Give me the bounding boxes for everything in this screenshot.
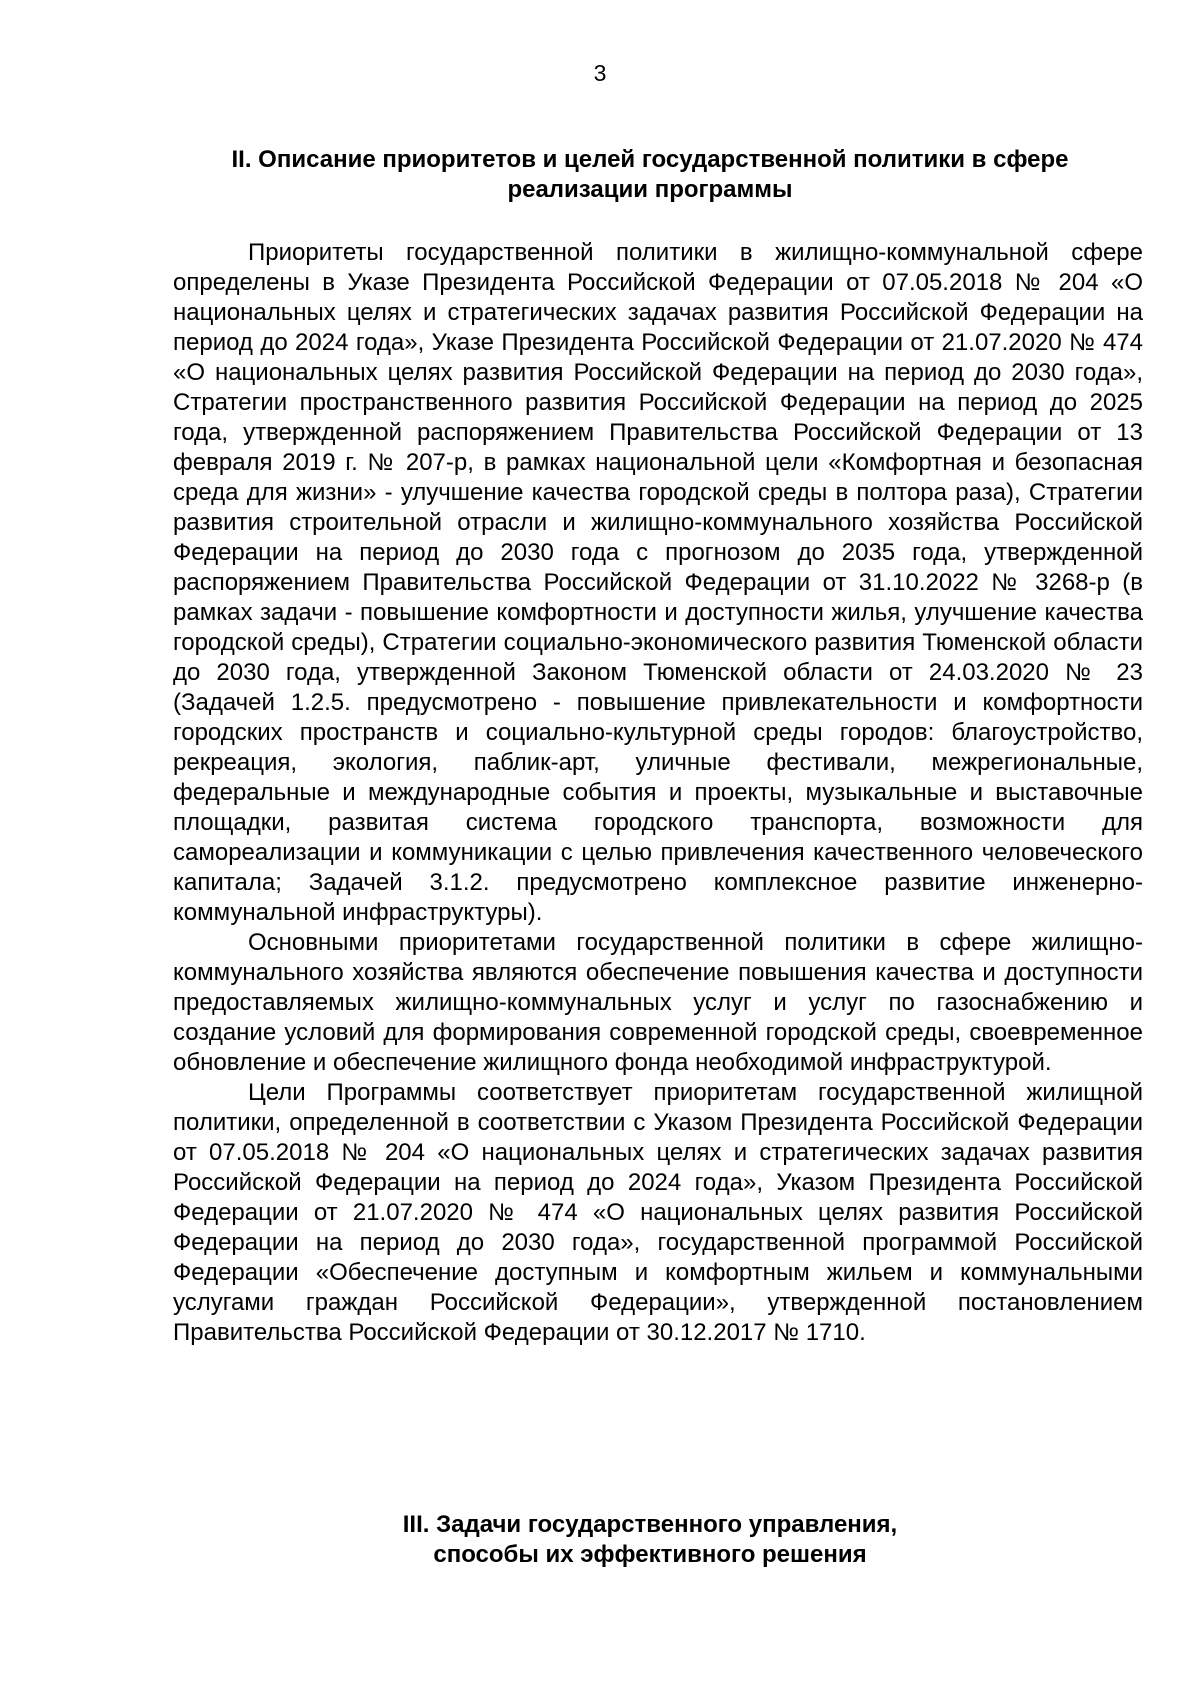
section-heading-2 <box>170 145 1130 205</box>
paragraph-program-goals: Цели Программы соответствует приоритетам государственной жилищной политики, определенной в соответствии с Указом Президента Российской Федерации от 07.05.2018 № 204 «О национальных целях и стратегических задачах развития Российской Федерации на период до 2024 года», Указом Президента Российской Федерации от 21.07.2020 № 474 «О национальных целях развития Российской Федерации на период до 2030 года», государственной программой Российской Федерации «Обеспечение доступным и комфортным жильем и коммунальными услугами граждан Российской Федерации», утвержденной постановлением Правительства Российской Федерации от 30.12.2017 № 1710. <box>173 1079 1143 1346</box>
section-heading-3-line-1: III. Задачи государственного управления, <box>402 1511 898 1538</box>
page-number: 3 <box>593 60 607 86</box>
section-heading-2-line-1: II. Описание приоритетов и целей государственной политики в сфере <box>231 146 1069 173</box>
section-heading-2-line-2: реализации программы <box>507 176 793 203</box>
section-heading-3-line-2: способы их эффективного решения <box>433 1541 867 1568</box>
paragraph-main-priorities: Основными приоритетами государственной политики в сфере жилищно-коммунального хозяйства являются обеспечение повышения качества и доступности предоставляемых жилищно-коммунальных услуг и услуг по газоснабжению и создание условий для формирования современной городской среды, своевременное обновление и обеспечение жилищного фонда необходимой инфраструктурой. <box>173 929 1143 1076</box>
section-heading-3 <box>170 1510 1130 1570</box>
section-2-body <box>173 238 1143 1348</box>
paragraph-priorities: Приоритеты государственной политики в жилищно-коммунальной сфере определены в Указе Президента Российской Федерации от 07.05.2018 № 204 «О национальных целях и стратегических задачах развития Российской Федерации на период до 2024 года», Указе Президента Российской Федерации от 21.07.2020 № 474 «О национальных целях развития Российской Федерации на период до 2030 года», Стратегии пространственного развития Российской Федерации на период до 2025 года, утвержденной распоряжением Правительства Российской Федерации от 13 февраля 2019 г. № 207-р, в рамках национальной цели «Комфортная и безопасная среда для жизни» - улучшение качества городской среды в полтора раза), Стратегии развития строительной отрасли и жилищно-коммунального хозяйства Российской Федерации на период до 2030 года с прогнозом до 2035 года, утвержденной распоряжением Правительства Российской Федерации от 31.10.2022 № 3268-р (в рамках задачи - повышение комфортности и доступности жилья, улучшение качества городской среды), Стратегии социально-экономического развития Тюменской области до 2030 года, утвержденной Законом Тюменской области от 24.03.2020 № 23 (Задачей 1.2.5. предусмотрено - повышение привлекательности и комфортности городских пространств и социально-культурной среды городов: благоустройство, рекреация, экология, паблик-арт, уличные фестивали, межрегиональные, федеральные и международные события и проекты, музыкальные и выставочные площадки, развитая система городского транспорта, возможности для самореализации и коммуникации с целью привлечения качественного человеческого капитала; Задачей 3.1.2. предусмотрено комплексное развитие инженерно-коммунальной инфраструктуры). <box>173 239 1143 926</box>
